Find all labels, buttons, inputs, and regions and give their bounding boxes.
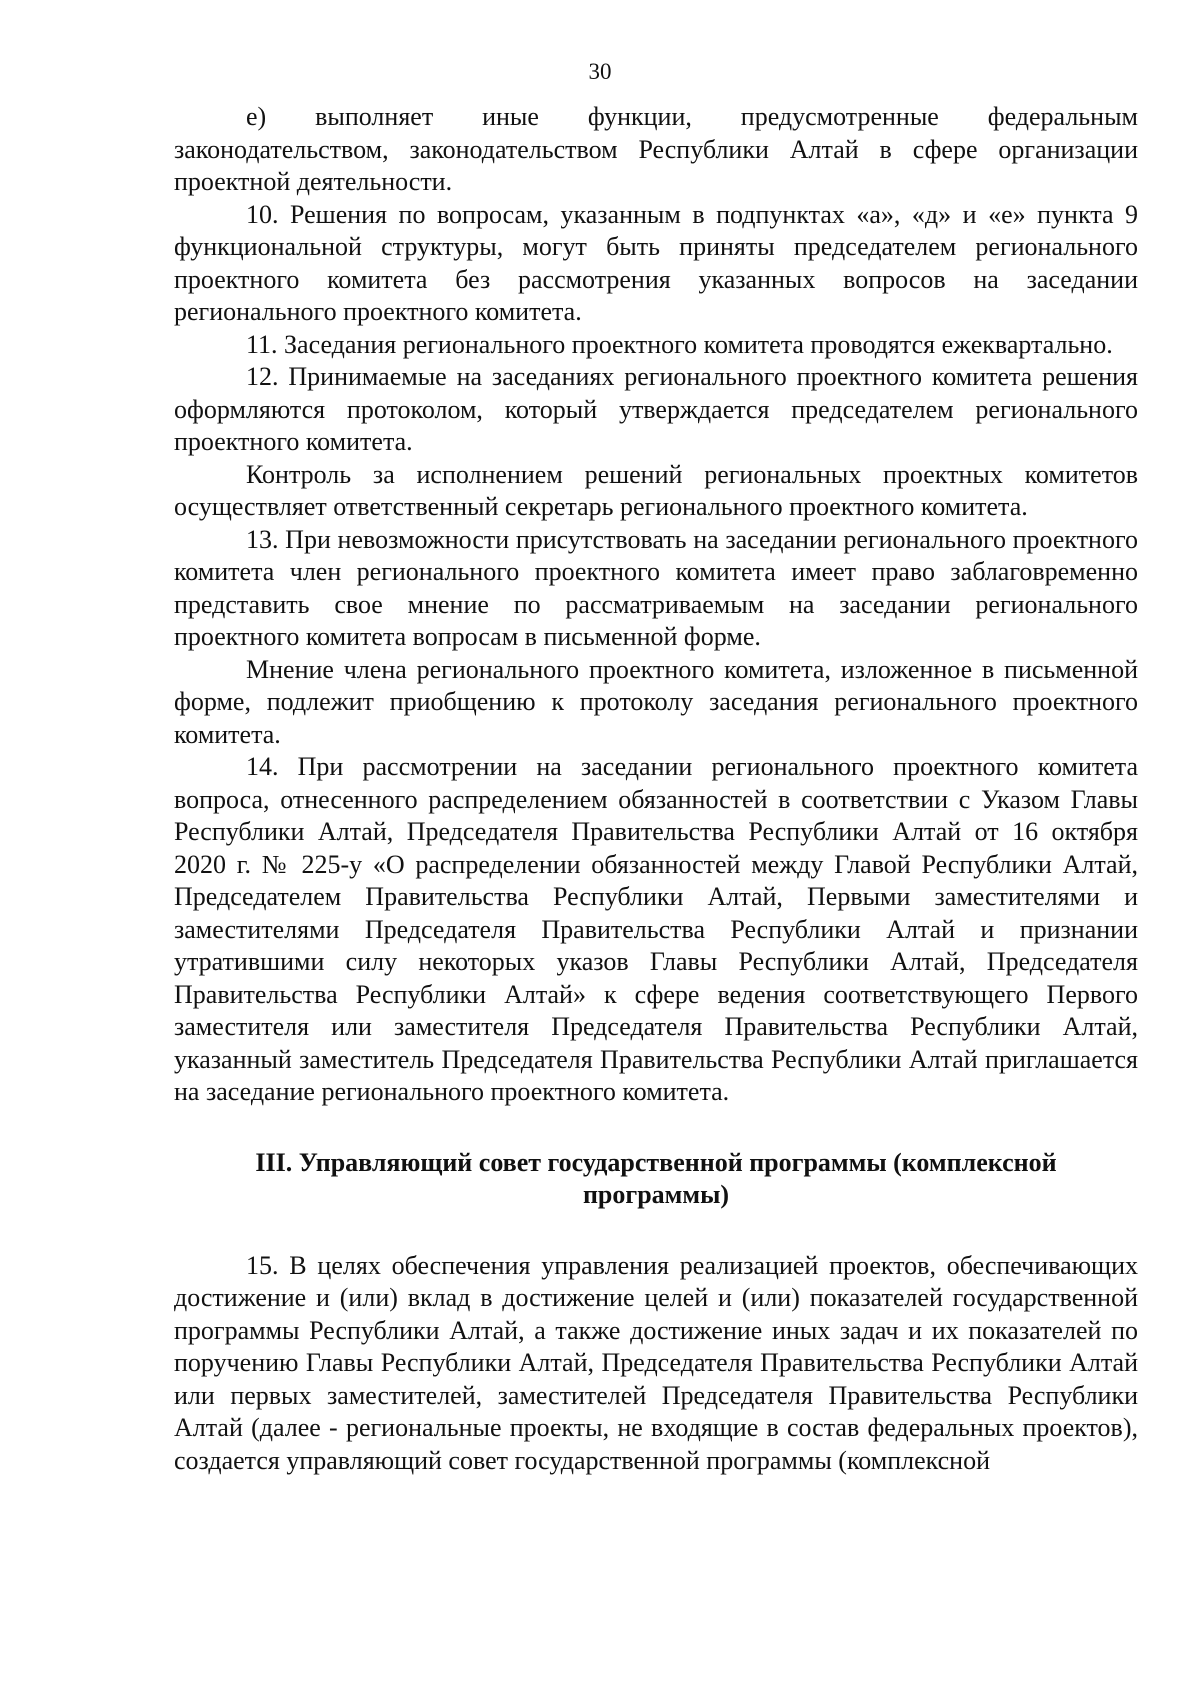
paragraph-control: Контроль за исполнением решений региональных проектных комитетов осуществляет ответственный секретарь регионального проектного комитета. (174, 459, 1138, 521)
paragraph-12: 12. Принимаемые на заседаниях регионального проектного комитета решения оформляются протоколом, который утверждается председателем регионального проектного комитета. (174, 362, 1138, 456)
paragraph-item-e: е) выполняет иные функции, предусмотренные федеральным законодательством, законодательством Республики Алтай в сфере организации проектной деятельности. (174, 102, 1138, 196)
paragraph-opinion: Мнение члена регионального проектного комитета, изложенное в письменной форме, подлежит приобщению к протоколу заседания регионального проектного комитета. (174, 654, 1138, 749)
document-body (174, 101, 1138, 1477)
paragraph-10: 10. Решения по вопросам, указанным в подпунктах «а», «д» и «е» пункта 9 функциональной структуры, могут быть приняты председателем регионального проектного комитета без рассмотрения указанных вопросов на заседании регионального проектного комитета. (174, 199, 1138, 326)
page-number: 30 (588, 59, 612, 84)
paragraph-15: 15. В целях обеспечения управления реализацией проектов, обеспечивающих достижение и (или) вклад в достижение целей и (или) показателей государственной программы Республики Алтай, а также достижение иных задач и их показателей по поручению Главы Республики Алтай, Председателя Правительства Республики Алтай или первых заместителей, заместителей Председателя Правительства Республики Алтай (далее - региональные проекты, не входящие в состав федеральных проектов), создается управляющий совет государственной программы (комплексной (174, 1250, 1138, 1475)
paragraph-13: 13. При невозможности присутствовать на заседании регионального проектного комитета член регионального проектного комитета имеет право заблаговременно представить свое мнение по рассматриваемым на заседании регионального проектного комитета вопросам в письменной форме. (174, 524, 1138, 651)
section-heading: III. Управляющий совет государственной программы (комплексной программы) (255, 1147, 1057, 1209)
paragraph-14: 14. При рассмотрении на заседании регионального проектного комитета вопроса, отнесенного распределением обязанностей в соответствии с Указом Главы Республики Алтай, Председателя Правительства Республики Алтай от 16 октября 2020 г. № 225-у «О распределении обязанностей между Главой Республики Алтай, Председателем Правительства Республики Алтай, Первыми заместителями и заместителями Председателя Правительства Республики Алтай и признании утратившими силу некоторых указов Главы Республики Алтай, Председателя Правительства Республики Алтай» к сфере ведения соответствующего Первого заместителя или заместителя Председателя Правительства Республики Алтай, указанный заместитель Председателя Правительства Республики Алтай приглашается на заседание регионального проектного комитета. (174, 752, 1138, 1106)
paragraph-11: 11. Заседания регионального проектного комитета проводятся ежеквартально. (246, 329, 1113, 359)
